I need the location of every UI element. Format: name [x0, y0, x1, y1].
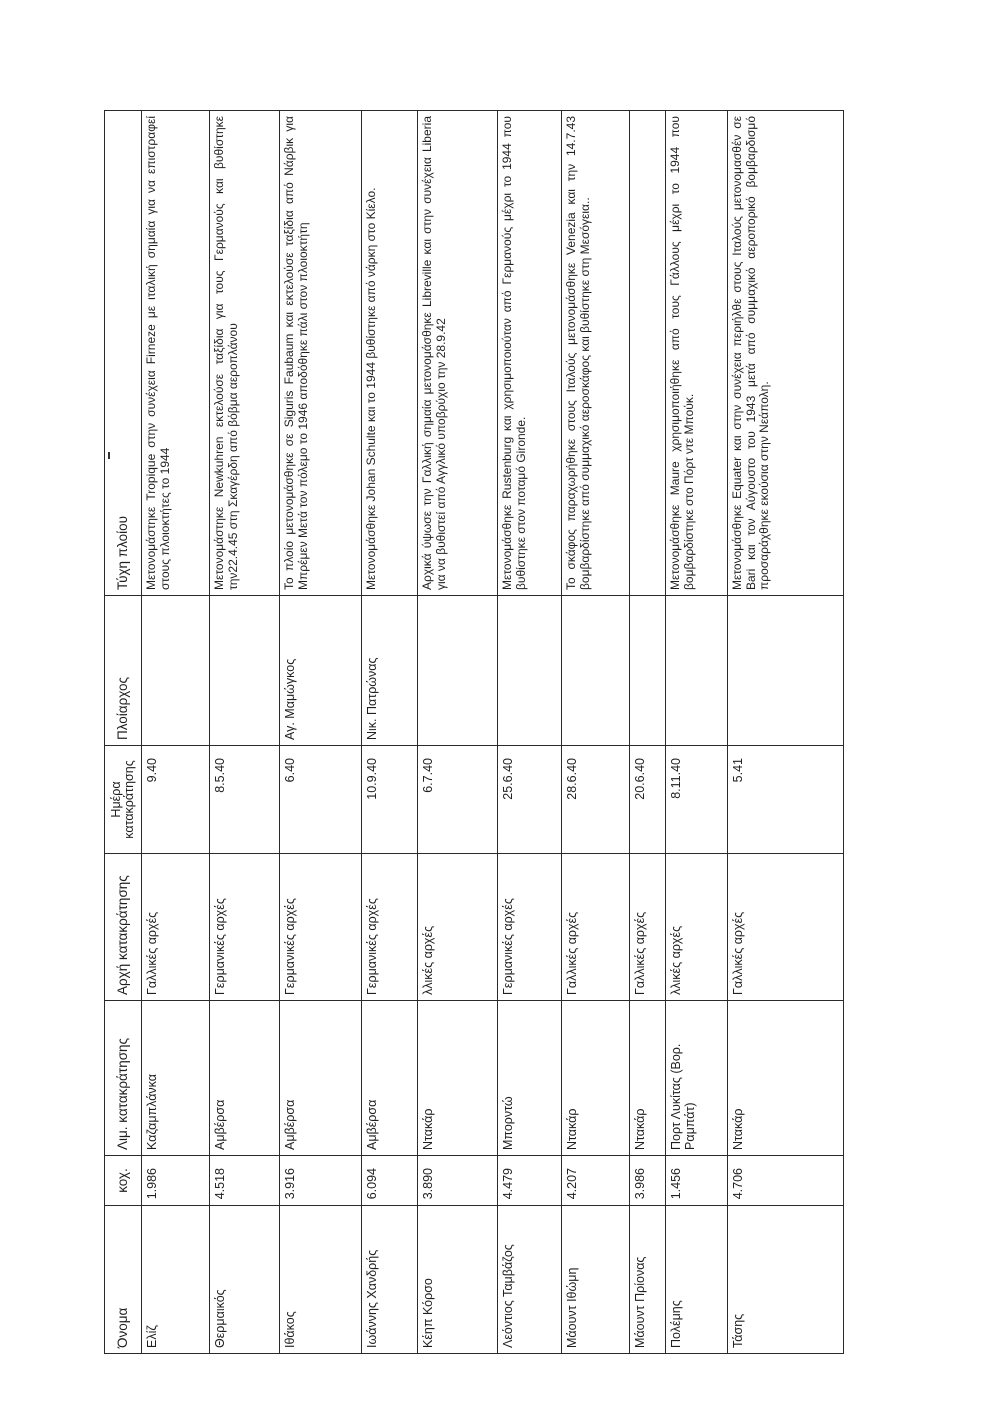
- cell-name: Τάσης: [728, 1206, 844, 1354]
- cell-captain: [142, 596, 210, 746]
- cell-date: 6.40: [280, 746, 362, 854]
- cell-captain: [210, 596, 280, 746]
- cell-fate: Μετονομάστηκε Newkuhren εκτελούσε ταξίδια για τους Γερμανούς και βυθίστηκε την22.4.45 στη Σκαγέρδη από βόβμα αεροπλάνου: [210, 111, 280, 596]
- cell-port: Ντακάρ: [630, 1001, 666, 1156]
- cell-captain: Νικ. Πατρώνας: [362, 596, 418, 746]
- cell-date: 28.6.40: [562, 746, 630, 854]
- cell-authority: λλικές αρχές: [418, 854, 498, 1001]
- cell-fate: [630, 111, 666, 596]
- header-date-line1: Ημέρα: [109, 781, 123, 818]
- table-row: [418, 111, 498, 1354]
- table-row: [728, 111, 844, 1354]
- header-authority: Αρχή κατακράτησης: [105, 854, 142, 1001]
- cell-captain: [630, 596, 666, 746]
- cell-tonnage: 1.986: [142, 1156, 210, 1206]
- cell-captain: [666, 596, 728, 746]
- table-row: [562, 111, 630, 1354]
- cell-fate: Το σκάφος παραχωρήθηκε στους Ιταλούς μετονομάσθηκε Venezia και την 14.7.43 βομβαρδίστηκε από συμμαχικό αεροσκάφος και βυθίστηκε στη Μεσόγεια..: [562, 111, 630, 596]
- cell-fate: Αρχικά ύψωσε την Γαλλική σημαία μετονομάσθηκε Libreville και στην συνέχεια Liberia για να βυθιστεί από Αγγλικό υποβρύχιο την 28.9.42: [418, 111, 498, 596]
- table-row: [362, 111, 418, 1354]
- cell-date: 8.11.40: [666, 746, 728, 854]
- header-tonnage: κοχ.: [105, 1156, 142, 1206]
- cell-authority: λλικές αρχές: [666, 854, 728, 1001]
- cell-name: Κέηπ Κόρσο: [418, 1206, 498, 1354]
- cell-port: Ντακάρ: [418, 1001, 498, 1156]
- cell-authority: Γερμανικές αρχές: [362, 854, 418, 1001]
- cell-name: Ιωάννης Χανδρής: [362, 1206, 418, 1354]
- cell-tonnage: 3.916: [280, 1156, 362, 1206]
- cell-name: Πολέμης: [666, 1206, 728, 1354]
- cell-fate: Μετονομάσθηκε Rustenburg και χρησιμοποιούταν από Γερμανούς μέχρι το 1944 που βυθίστηκε στον ποταμό Gironde.: [498, 111, 562, 596]
- cell-authority: Γαλλικές αρχές: [562, 854, 630, 1001]
- header-date: [105, 746, 142, 854]
- document-page: [104, 110, 844, 1354]
- cell-port: Ντακάρ: [562, 1001, 630, 1156]
- cell-port: Αμβέρσα: [280, 1001, 362, 1156]
- table-row: [210, 111, 280, 1354]
- cell-authority: Γερμανικές αρχές: [280, 854, 362, 1001]
- cell-tonnage: 4.706: [728, 1156, 844, 1206]
- table-row: [630, 111, 666, 1354]
- cell-captain: [728, 596, 844, 746]
- cell-tonnage: 3.890: [418, 1156, 498, 1206]
- table-header-row: [105, 111, 142, 1354]
- cell-name: Μάουντ Ιθώμη: [562, 1206, 630, 1354]
- cell-port: Ντακάρ: [728, 1001, 844, 1156]
- cell-tonnage: 1.456: [666, 1156, 728, 1206]
- cell-fate: Μετονομάσθηκε Maure χρησιμοποιήθηκε από τους Γάλλους μέχρι το 1944 που βομβαρδίστηκε στο Πόρτ ντε Μπούκ.: [666, 111, 728, 596]
- table-row: [142, 111, 210, 1354]
- header-port: Λιμ. κατακράτησης: [105, 1001, 142, 1156]
- cell-name: Μάουντ Πρίονας: [630, 1206, 666, 1354]
- header-captain: Πλοίαρχος: [105, 596, 142, 746]
- cell-date: 9.40: [142, 746, 210, 854]
- cell-port: Μπορντώ: [498, 1001, 562, 1156]
- cell-fate: Το πλοίο μετονομάσθηκε σε Siguris Faubaum και εκτελούσε ταξίδια από Νάρβικ για Μπρέμεν Μετά τον πόλεμο το 1946 αποδόθηκε πάλι στον πλοιοκτήτη: [280, 111, 362, 596]
- cell-port: Καζαμπλάνκα: [142, 1001, 210, 1156]
- cell-captain: [418, 596, 498, 746]
- header-date-line2: κατακράτησης: [122, 760, 136, 839]
- cell-tonnage: 4.518: [210, 1156, 280, 1206]
- cell-name: Θερμαικός: [210, 1206, 280, 1354]
- cell-captain: Αγ. Μαμώγκος: [280, 596, 362, 746]
- table-row: [666, 111, 728, 1354]
- cell-name: Ιθάκος: [280, 1206, 362, 1354]
- cell-fate: Μετονομάσθηκε Johan Schulte και το 1944 βυθίστηκε από νάρκη στο Κίελο.: [362, 111, 418, 596]
- cell-captain: [498, 596, 562, 746]
- header-name: Όνομα: [105, 1206, 142, 1354]
- cell-fate: Μετονομάστηκε Tropique στην συνέχεια Firneze με ιταλική σημαία για να επιστραφεί στους πλοιοκτήτες το 1944: [142, 111, 210, 596]
- table-row: [498, 111, 562, 1354]
- cell-date: 5.41: [728, 746, 844, 854]
- cell-name: Ελίζ: [142, 1206, 210, 1354]
- cell-date: 25.6.40: [498, 746, 562, 854]
- cell-date: 6.7.40: [418, 746, 498, 854]
- cell-date: 8.5.40: [210, 746, 280, 854]
- cell-tonnage: 4.479: [498, 1156, 562, 1206]
- cell-captain: [562, 596, 630, 746]
- cell-tonnage: 4.207: [562, 1156, 630, 1206]
- cell-authority: Γερμανικές αρχές: [498, 854, 562, 1001]
- table-row: [280, 111, 362, 1354]
- cell-port: Αμβέρσα: [362, 1001, 418, 1156]
- cell-authority: Γαλλικές αρχές: [728, 854, 844, 1001]
- ship-seizure-table: [104, 110, 844, 1354]
- cell-authority: Γαλλικές αρχές: [142, 854, 210, 1001]
- cell-name: Λεόντιος Ταμβάζος: [498, 1206, 562, 1354]
- cell-port: Πορτ Λυκίτας (Βορ. Ραμπάτ): [666, 1001, 728, 1156]
- cell-authority: Γαλλικές αρχές: [630, 854, 666, 1001]
- header-fate: Τύχη πλοίου: [105, 111, 142, 596]
- cell-tonnage: 3.986: [630, 1156, 666, 1206]
- cell-authority: Γερμανικές αρχές: [210, 854, 280, 1001]
- cell-tonnage: 6.094: [362, 1156, 418, 1206]
- cell-date: 20.6.40: [630, 746, 666, 854]
- scan-mark: [108, 452, 110, 459]
- cell-date: 10.9.40: [362, 746, 418, 854]
- cell-port: Αμβέρσα: [210, 1001, 280, 1156]
- cell-fate: Μετονομάσθηκε Equater και στην συνέχεια περιήλθε στους Ιταλούς μετονομασθέν σε Bari και τον Αύγουστο του 1943 μετά από συμμαχικό αεροπορικό βομβαρδισμό προσαράχθηκε εκούσια στην Νεάπολη.: [728, 111, 844, 596]
